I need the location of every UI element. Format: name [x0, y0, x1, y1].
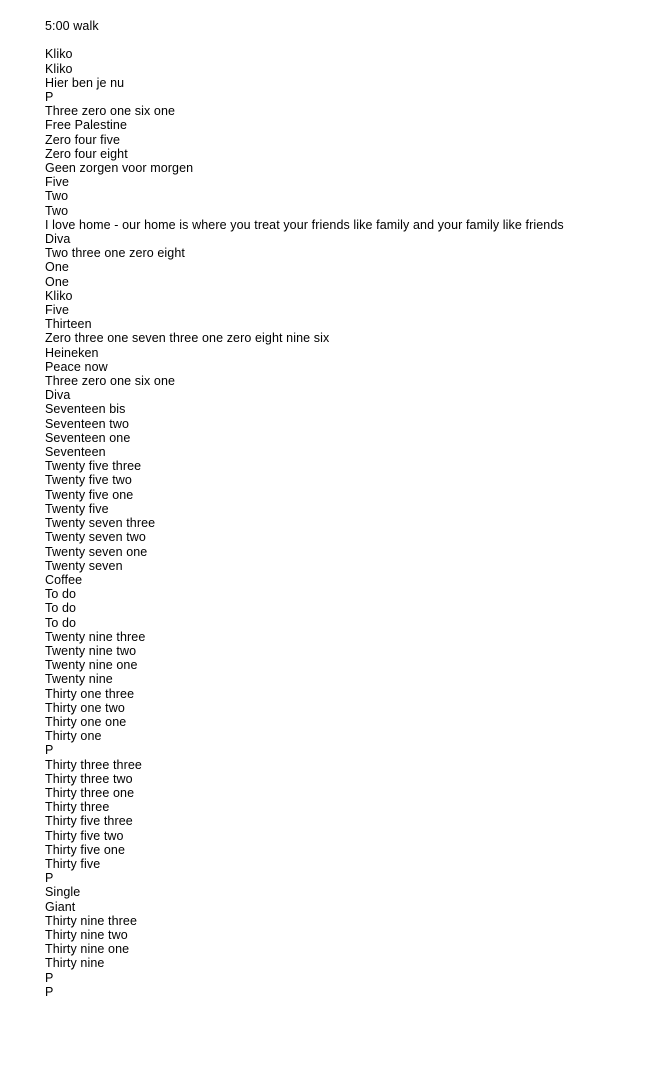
- text-line: Three zero one six one: [45, 104, 176, 119]
- text-line: Twenty seven two: [45, 530, 146, 545]
- text-line: Thirty one one: [45, 714, 127, 729]
- text-line: Thirteen: [45, 317, 92, 332]
- text-line: Thirty three: [45, 800, 110, 815]
- text-line: Thirty three one: [45, 785, 135, 800]
- text-line: Kliko: [45, 288, 73, 303]
- text-line: Kliko: [45, 61, 73, 76]
- text-line: P: [45, 970, 54, 985]
- text-line: Seventeen one: [45, 430, 131, 445]
- text-line: P: [45, 743, 54, 758]
- text-line: Twenty nine two: [45, 643, 137, 658]
- text-line: One: [45, 274, 69, 289]
- text-line: Twenty five: [45, 501, 109, 516]
- text-line: Two: [45, 203, 69, 218]
- text-line: Zero four eight: [45, 146, 128, 161]
- text-lines: [45, 19, 648, 999]
- text-line: Thirty three three: [45, 757, 142, 772]
- text-line: P: [45, 984, 54, 999]
- text-line: Twenty nine one: [45, 658, 138, 673]
- text-line: Zero three one seven three one zero eight nine six: [45, 331, 330, 346]
- text-line: Giant: [45, 899, 76, 914]
- text-line: Free Palestine: [45, 118, 127, 133]
- text-line: Kliko: [45, 47, 73, 62]
- text-line: Single: [45, 885, 81, 900]
- text-line: Twenty seven three: [45, 516, 156, 531]
- text-line: Heineken: [45, 345, 99, 360]
- text-line: Thirty five one: [45, 842, 126, 857]
- text-line: Thirty one three: [45, 686, 135, 701]
- text-line: One: [45, 260, 69, 275]
- text-line: P: [45, 871, 54, 886]
- text-line: Thirty five two: [45, 828, 124, 843]
- text-line: I love home - our home is where you treat your friends like family and your family like friends: [45, 217, 564, 232]
- text-line: Thirty five: [45, 856, 101, 871]
- text-line: Thirty one: [45, 729, 102, 744]
- text-line: Twenty nine: [45, 672, 113, 687]
- text-line: Thirty three two: [45, 771, 133, 786]
- text-line: 5:00 walk: [45, 19, 99, 33]
- text-line: Thirty one two: [45, 700, 125, 715]
- text-line: Twenty five three: [45, 459, 142, 474]
- text-line: Hier ben je nu: [45, 75, 125, 90]
- text-line: Seventeen: [45, 445, 106, 460]
- text-line: To do: [45, 615, 77, 630]
- text-line: Seventeen bis: [45, 402, 126, 417]
- text-line: Zero four five: [45, 132, 121, 147]
- text-line: Diva: [45, 388, 71, 403]
- text-line: Three zero one six one: [45, 374, 176, 389]
- text-line: [45, 33, 648, 47]
- text-line: P: [45, 90, 54, 104]
- text-line: Thirty five three: [45, 814, 133, 829]
- text-line: Five: [45, 303, 70, 318]
- text-line: Twenty five one: [45, 487, 134, 502]
- text-line: Thirty nine: [45, 956, 105, 971]
- text-line: Five: [45, 175, 70, 190]
- text-line: Two three one zero eight: [45, 246, 185, 261]
- text-line: Twenty seven one: [45, 544, 148, 559]
- text-line: Coffee: [45, 572, 83, 587]
- text-line: Thirty nine one: [45, 942, 130, 957]
- text-line: To do: [45, 587, 77, 602]
- text-line: Diva: [45, 232, 71, 247]
- text-line: Peace now: [45, 359, 108, 374]
- text-line: Thirty nine two: [45, 927, 128, 942]
- text-line: Twenty seven: [45, 558, 123, 573]
- text-line: To do: [45, 601, 77, 616]
- text-line: Twenty five two: [45, 473, 132, 488]
- text-line: Twenty nine three: [45, 629, 146, 644]
- text-line: Thirty nine three: [45, 913, 138, 928]
- text-line: Two: [45, 189, 69, 204]
- text-line: Geen zorgen voor morgen: [45, 161, 194, 176]
- text-line: Seventeen two: [45, 416, 129, 431]
